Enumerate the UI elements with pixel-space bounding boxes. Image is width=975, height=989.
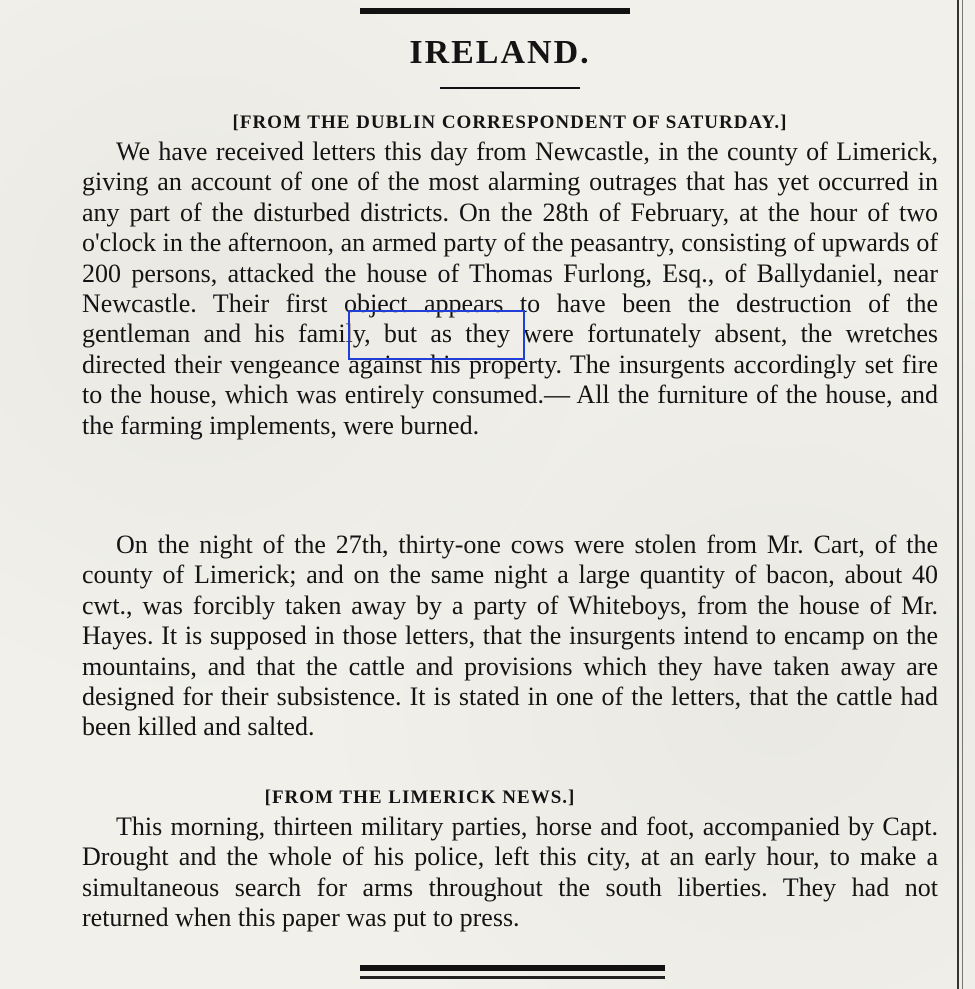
bottom-rule-thin	[360, 976, 665, 979]
top-rule	[360, 8, 630, 14]
column-rule-right	[957, 0, 959, 989]
bottom-rule	[360, 965, 665, 971]
title-rule	[440, 87, 580, 89]
paragraph-2: On the night of the 27th, thirty-one cows were stolen from Mr. Cart, of the county of Limerick; and on the same night a large quantity of bacon, about 40 cwt., was forcibly taken away by a party of Whiteboys, from the house of Mr. Hayes. It is supposed in those letters, that the insurgents intend to encamp on the mountains, and that the cattle and provisions which they have taken away are designed for their subsistence. It is stated in one of the letters, that the cattle had been killed and salted.	[82, 530, 938, 742]
source-line-limerick: [FROM THE LIMERICK NEWS.]	[264, 787, 576, 808]
article-title: IRELAND.	[409, 34, 591, 71]
column-rule-right-thin	[962, 0, 963, 989]
word-highlight-box	[348, 310, 525, 360]
paragraph-3: This morning, thirteen military parties, horse and foot, accompanied by Capt. Drought and the whole of his police, left this city, at an early hour, to make a simultaneous search for arms throughout the south liberties. They had not returned when this paper was put to press.	[82, 812, 938, 933]
paragraph-1: We have received letters this day from Newcastle, in the county of Limerick, giving an account of one of the most alarming outrages that has yet occurred in any part of the disturbed districts. On the 28th of February, at the hour of two o'clock in the afternoon, an armed party of the peasantry, consisting of upwards of 200 persons, attacked the house of Thomas Furlong, Esq., of Ballydaniel, near Newcastle. Their first object appears to have been the destruction of the gentleman and his family, but as they were fortunately absent, the wretches directed their vengeance against his property. The insurgents accordingly set fire to the house, which was entirely consumed.— All the furniture of the house, and the farming implements, were burned.	[82, 137, 938, 440]
source-line-dublin: [FROM THE DUBLIN CORRESPONDENT OF SATURDAY.]	[232, 112, 788, 133]
